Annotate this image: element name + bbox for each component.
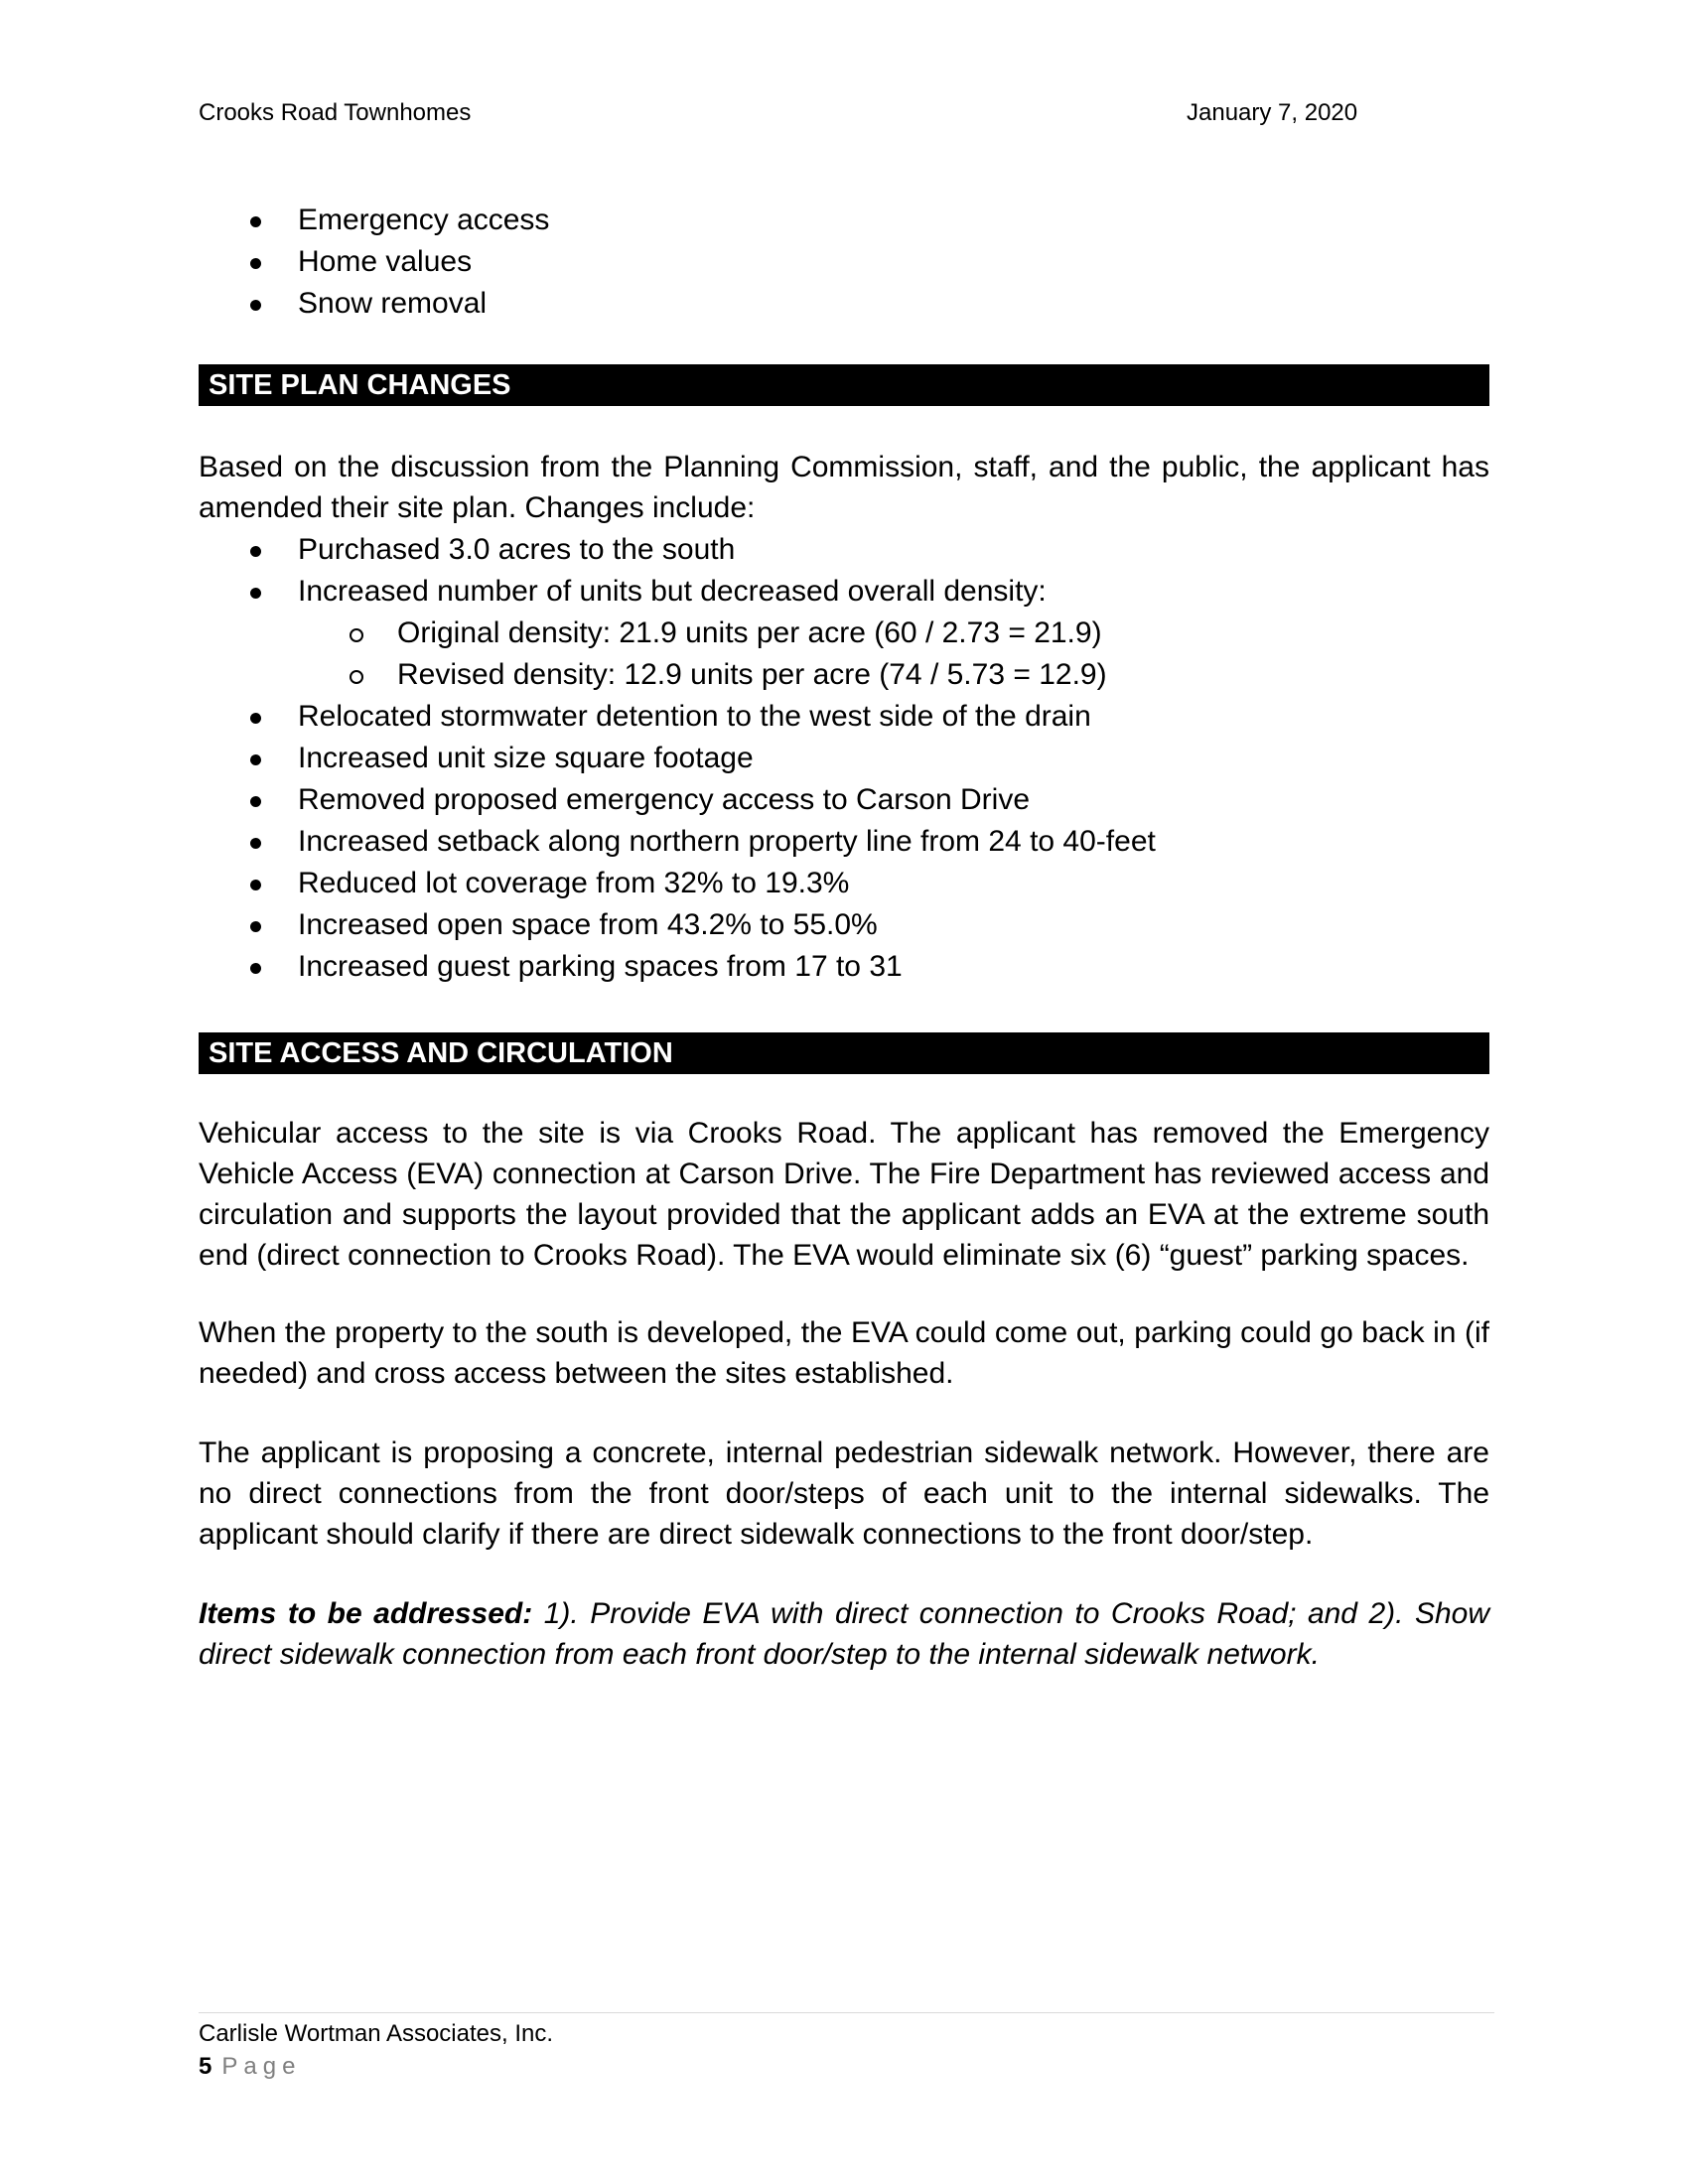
items-label: Items to be addressed: [199,1597,533,1630]
list-item: Increased guest parking spaces from 17 to 31 [199,946,1156,988]
list-item: Reduced lot coverage from 32% to 19.3% [199,863,1156,904]
list-item: Relocated stormwater detention to the west side of the drain [199,696,1156,738]
bullet-icon [250,838,261,849]
items-to-be-addressed [199,1593,1489,1675]
concerns-list [199,200,549,325]
site-plan-changes-list [199,529,1156,988]
footer-divider [199,2012,1494,2013]
list-item: Home values [199,241,549,283]
site-access-paragraph-3: The applicant is proposing a concrete, internal pedestrian sidewalk network. However, there are no direct connections from the front door/steps of each unit to the internal sidewalks. The applicant should clarify if there are direct sidewalk connections to the front door/step. [199,1436,1489,1551]
header-date: January 7, 2020 [1187,99,1358,126]
bullet-icon [250,216,261,227]
bullet-icon [250,796,261,807]
bullet-icon [250,880,261,890]
bullet-icon [250,713,261,724]
site-access-paragraph-2: When the property to the south is developed, the EVA could come out, parking could go back in (if needed) and cross access between the sites established. [199,1316,1489,1390]
hollow-bullet-icon [350,628,363,642]
bullet-icon [250,300,261,311]
bullet-icon [250,921,261,932]
list-item: Removed proposed emergency access to Carson Drive [199,779,1156,821]
bullet-icon [250,546,261,557]
bullet-icon [250,258,261,269]
header-document-title: Crooks Road Townhomes [199,99,472,126]
site-plan-intro: Based on the discussion from the Planning Commission, staff, and the public, the applicant has amended their site plan. Changes include: [199,451,1489,524]
document-page [199,0,1489,2184]
bullet-icon [250,963,261,974]
page-number: 5 [199,2053,212,2080]
sub-list-item: Original density: 21.9 units per acre (60 / 2.73 = 21.9) [199,613,1156,654]
list-item: Increased unit size square footage [199,738,1156,779]
list-item: Increased setback along northern property line from 24 to 40-feet [199,821,1156,863]
hollow-bullet-icon [350,670,363,684]
list-item: Emergency access [199,200,549,241]
sub-list-item: Revised density: 12.9 units per acre (74 / 5.73 = 12.9) [199,654,1156,696]
bullet-icon [250,754,261,765]
items-text: 1). Provide EVA with direct connection to Crooks Road; and 2). Show direct sidewalk connection from each front door/step to the internal sidewalk network. [199,1597,1490,1671]
section-heading-site-access: SITE ACCESS AND CIRCULATION [199,1032,1489,1074]
site-access-paragraph-1: Vehicular access to the site is via Crooks Road. The applicant has removed the Emergency Vehicle Access (EVA) connection at Carson Drive. The Fire Department has reviewed access and circulation and supports the layout provided that the applicant adds an EVA at the extreme south end (direct connection to Crooks Road). The EVA would eliminate six (6) “guest” parking spaces. [199,1117,1489,1272]
footer-company: Carlisle Wortman Associates, Inc. [199,2020,554,2047]
list-item: Snow removal [199,283,549,325]
page-label: Page [221,2053,302,2080]
section-heading-site-plan-changes: SITE PLAN CHANGES [199,364,1489,406]
list-item: Increased number of units but decreased overall density: [199,571,1156,613]
footer-page-indicator [199,2053,301,2081]
bullet-icon [250,588,261,599]
list-item: Increased open space from 43.2% to 55.0% [199,904,1156,946]
list-item: Purchased 3.0 acres to the south [199,529,1156,571]
